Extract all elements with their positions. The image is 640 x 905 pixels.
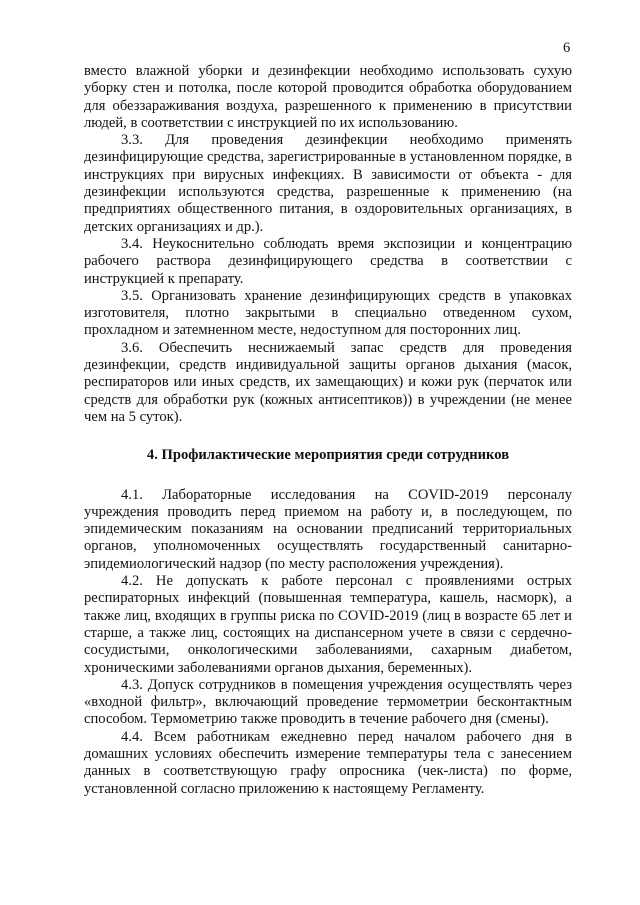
paragraph-3-3: 3.3. Для проведения дезинфекции необходимо применять дезинфицирующие средства, зарегистрированные в установленном порядке, в инструкциях при вирусных инфекциях. В зависимости от объекта - для дезинфекции используются средства, разрешенные к применению (на предприятиях общественного питания, в оздоровительных организациях, в детских организациях и др.). [84, 132, 572, 235]
page-number: 6 [563, 40, 571, 56]
paragraph-4-1: 4.1. Лабораторные исследования на COVID-2019 персоналу учреждения проводить перед приемом на работу и, в последующем, по эпидемическим показаниям на основании предписаний территориальных органов, уполномоченных осуществлять государственный санитарно-эпидемиологический надзор (по месту расположения учреждения). [84, 486, 572, 572]
document-body [84, 63, 572, 798]
paragraph-3-4: 3.4. Неукоснительно соблюдать время экспозиции и концентрацию рабочего раствора дезинфицирующего средства в соответствии с инструкцией к препарату. [84, 235, 572, 287]
paragraph-3-5: 3.5. Организовать хранение дезинфицирующих средств в упаковках изготовителя, плотно закрытыми в специально отведенном сухом, прохладном и затемненном месте, недоступном для посторонних лиц. [84, 287, 572, 339]
paragraph-4-4: 4.4. Всем работникам ежедневно перед началом рабочего дня в домашних условиях обеспечить измерение температуры тела с занесением данных в соответствующую графу опросника (чек-листа) по форме, установленной согласно приложению к настоящему Регламенту. [84, 728, 572, 797]
paragraph-4-2: 4.2. Не допускать к работе персонал с проявлениями острых респираторных инфекций (повышенная температура, кашель, насморк), а также лиц, входящих в группы риска по COVID-2019 (лиц в возрасте 65 лет и старше, а также лиц, состоящих на диспансерном учете в связи с сердечно-сосудистыми, онкологическими заболеваниями, сахарным диабетом, хроническими заболеваниями органов дыхания, беременных). [84, 573, 572, 676]
paragraph-3-6: 3.6. Обеспечить неснижаемый запас средств для проведения дезинфекции, средств индивидуальной защиты органов дыхания (масок, респираторов или иных средств, их замещающих) и кожи рук (перчаток или средств для обработки рук (кожных антисептиков)) в учреждении (не менее чем на 5 суток). [84, 339, 572, 425]
section-heading: 4. Профилактические мероприятия среди сотрудников [146, 447, 510, 464]
paragraph-3-2-continuation: вместо влажной уборки и дезинфекции необходимо использовать сухую уборку стен и потолка, после которой проводится обработка оборудованием для обеззараживания воздуха, разрешенного к применению в присутствии людей, в соответствии с инструкцией по их использованию. [84, 63, 572, 131]
paragraph-4-3: 4.3. Допуск сотрудников в помещения учреждения осуществлять через «входной фильтр», включающий проведение термометрии бесконтактным способом. Термометрию также проводить в течение рабочего дня (смены). [84, 676, 572, 728]
